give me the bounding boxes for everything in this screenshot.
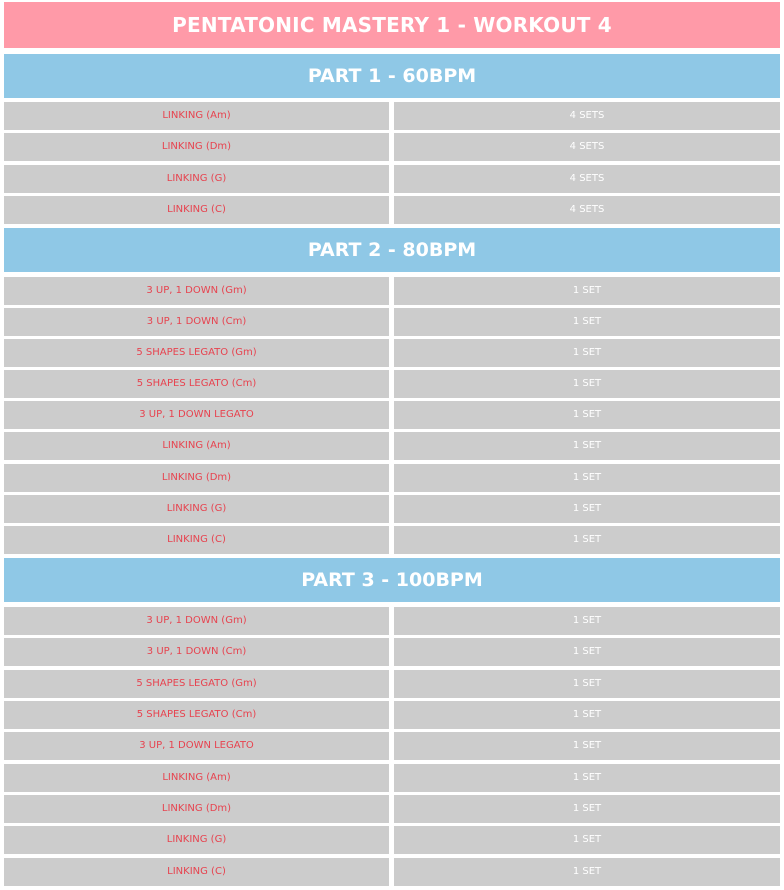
sets-cell: 1 SET (394, 795, 780, 823)
exercise-cell: 5 SHAPES LEGATO (Cm) (4, 370, 389, 398)
exercise-cell: 3 UP, 1 DOWN (Cm) (4, 638, 389, 666)
table-row (4, 495, 780, 523)
exercise-cell: LINKING (Dm) (4, 464, 389, 492)
table-row (4, 701, 780, 729)
sets-cell: 1 SET (394, 670, 780, 698)
sets-cell: 1 SET (394, 701, 780, 729)
table-row (4, 607, 780, 635)
exercise-cell: LINKING (Am) (4, 432, 389, 460)
exercise-cell: 5 SHAPES LEGATO (Cm) (4, 701, 389, 729)
workout-title: PENTATONIC MASTERY 1 - WORKOUT 4 (4, 2, 780, 48)
exercise-cell: 3 UP, 1 DOWN LEGATO (4, 732, 389, 760)
exercise-cell: LINKING (C) (4, 858, 389, 886)
exercise-cell: 3 UP, 1 DOWN (Cm) (4, 308, 389, 336)
part-2-header: PART 2 - 80BPM (4, 228, 780, 272)
sets-cell: 4 SETS (394, 165, 780, 193)
exercise-cell: LINKING (Am) (4, 102, 389, 130)
exercise-cell: 5 SHAPES LEGATO (Gm) (4, 339, 389, 367)
table-row (4, 432, 780, 460)
sets-cell: 1 SET (394, 464, 780, 492)
table-row (4, 308, 780, 336)
exercise-cell: LINKING (Dm) (4, 795, 389, 823)
table-row (4, 401, 780, 429)
exercise-cell: 3 UP, 1 DOWN (Gm) (4, 277, 389, 305)
sets-cell: 4 SETS (394, 196, 780, 224)
table-row (4, 826, 780, 854)
exercise-cell: LINKING (C) (4, 526, 389, 554)
sets-cell: 1 SET (394, 495, 780, 523)
table-row (4, 196, 780, 224)
table-row (4, 638, 780, 666)
table-row (4, 795, 780, 823)
sets-cell: 1 SET (394, 370, 780, 398)
sets-cell: 4 SETS (394, 133, 780, 161)
sets-cell: 1 SET (394, 277, 780, 305)
table-row (4, 764, 780, 792)
exercise-cell: LINKING (G) (4, 826, 389, 854)
exercise-cell: LINKING (Dm) (4, 133, 389, 161)
sets-cell: 1 SET (394, 607, 780, 635)
sets-cell: 1 SET (394, 432, 780, 460)
sets-cell: 1 SET (394, 858, 780, 886)
table-row (4, 464, 780, 492)
sets-cell: 4 SETS (394, 102, 780, 130)
table-row (4, 526, 780, 554)
sets-cell: 1 SET (394, 308, 780, 336)
part-1-header: PART 1 - 60BPM (4, 54, 780, 98)
sets-cell: 1 SET (394, 764, 780, 792)
table-row (4, 339, 780, 367)
part-3-header: PART 3 - 100BPM (4, 558, 780, 602)
exercise-cell: 3 UP, 1 DOWN LEGATO (4, 401, 389, 429)
exercise-cell: LINKING (Am) (4, 764, 389, 792)
sets-cell: 1 SET (394, 526, 780, 554)
sets-cell: 1 SET (394, 826, 780, 854)
sets-cell: 1 SET (394, 732, 780, 760)
exercise-cell: LINKING (C) (4, 196, 389, 224)
exercise-cell: LINKING (G) (4, 165, 389, 193)
table-row (4, 858, 780, 886)
sets-cell: 1 SET (394, 401, 780, 429)
table-row (4, 732, 780, 760)
table-row (4, 670, 780, 698)
table-row (4, 277, 780, 305)
table-row (4, 370, 780, 398)
table-row (4, 133, 780, 161)
sets-cell: 1 SET (394, 339, 780, 367)
exercise-cell: 3 UP, 1 DOWN (Gm) (4, 607, 389, 635)
table-row (4, 165, 780, 193)
sets-cell: 1 SET (394, 638, 780, 666)
exercise-cell: 5 SHAPES LEGATO (Gm) (4, 670, 389, 698)
table-row (4, 102, 780, 130)
exercise-cell: LINKING (G) (4, 495, 389, 523)
